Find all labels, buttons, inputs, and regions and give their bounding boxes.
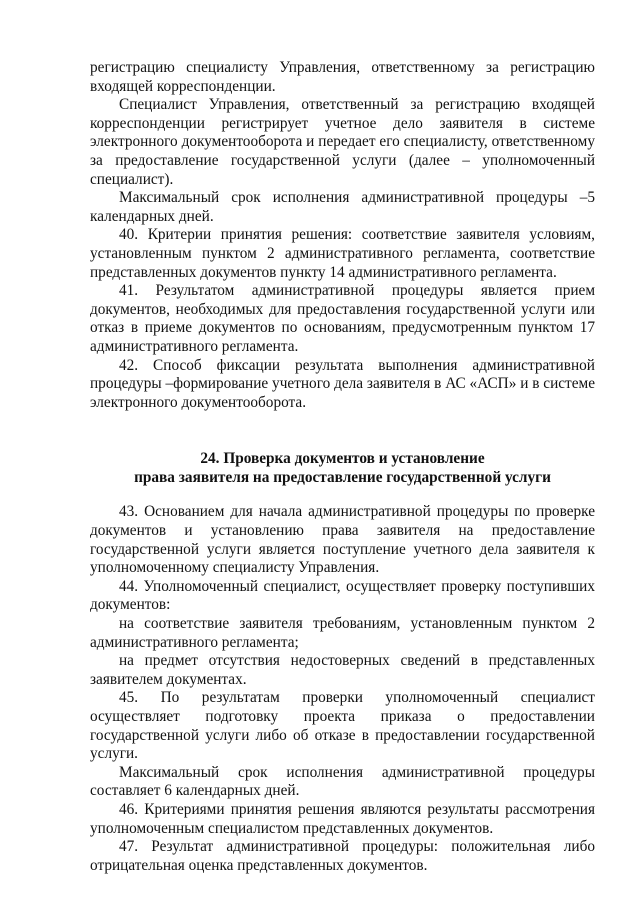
section-spacer [90, 487, 595, 503]
section-heading [90, 450, 595, 487]
paragraph-47: 47. Результат административной процедуры: положительная либо отрицательная оценка представленных документов. [90, 838, 595, 874]
paragraph-44-item-2: на предмет отсутствия недостоверных сведений в представленных заявителем документах. [90, 652, 595, 688]
paragraph-max-term-6-days: Максимальный срок исполнения административной процедуры составляет 6 календарных дней. [90, 763, 595, 800]
paragraph-44-item-1: на соответствие заявителя требованиям, установленным пунктом 2 административного регламента; [90, 615, 595, 651]
paragraph-44: 44. Уполномоченный специалист, осуществляет проверку поступивших документов: [90, 577, 595, 614]
paragraph-40: 40. Критерии принятия решения: соответствие заявителя условиям, установленным пунктом 2 административного регламента, соответствие представленных документов пункту 14 административного регламента. [90, 226, 595, 281]
paragraph-max-term-5-days: Максимальный срок исполнения административной процедуры –5 календарных дней. [90, 189, 595, 225]
section-heading-line-1: 24. Проверка документов и установление [200, 450, 485, 468]
section-spacer [90, 412, 595, 450]
paragraph-registration: Специалист Управления, ответственный за регистрацию входящей корреспонденции регистрирует учетное дело заявителя в системе электронного документооборота и передает его специалисту, ответственному за предоставление государственной услуги (далее – уполномоченный специалист). [90, 96, 595, 188]
section-heading-line-2: права заявителя на предоставление государственной услуги [134, 468, 551, 486]
paragraph-46: 46. Критериями принятия решения являются результаты рассмотрения уполномоченным специалистом представленных документов. [90, 800, 595, 837]
paragraph-45: 45. По результатам проверки уполномоченный специалист осуществляет подготовку проекта приказа о предоставлении государственной услуги либо об отказе в предоставлении государственной услуги. [90, 689, 595, 763]
paragraph-41: 41. Результатом административной процедуры является прием документов, необходимых для предоставления государственной услуги или отказ в приеме документов по основаниям, предусмотренным пунктом 17 административного регламента. [90, 282, 595, 355]
paragraph-42: 42. Способ фиксации результата выполнения административной процедуры –формирование учетного дела заявителя в АС «АСП» и в системе электронного документооборота. [90, 356, 595, 411]
paragraph-43: 43. Основанием для начала административной процедуры по проверке документов и установлению права заявителя на предоставление государственной услуги является поступление учетного дела заявителя к уполномоченному специалисту Управления. [90, 503, 595, 577]
paragraph-continuation: регистрацию специалисту Управления, ответственному за регистрацию входящей корреспонденции. [90, 59, 595, 95]
